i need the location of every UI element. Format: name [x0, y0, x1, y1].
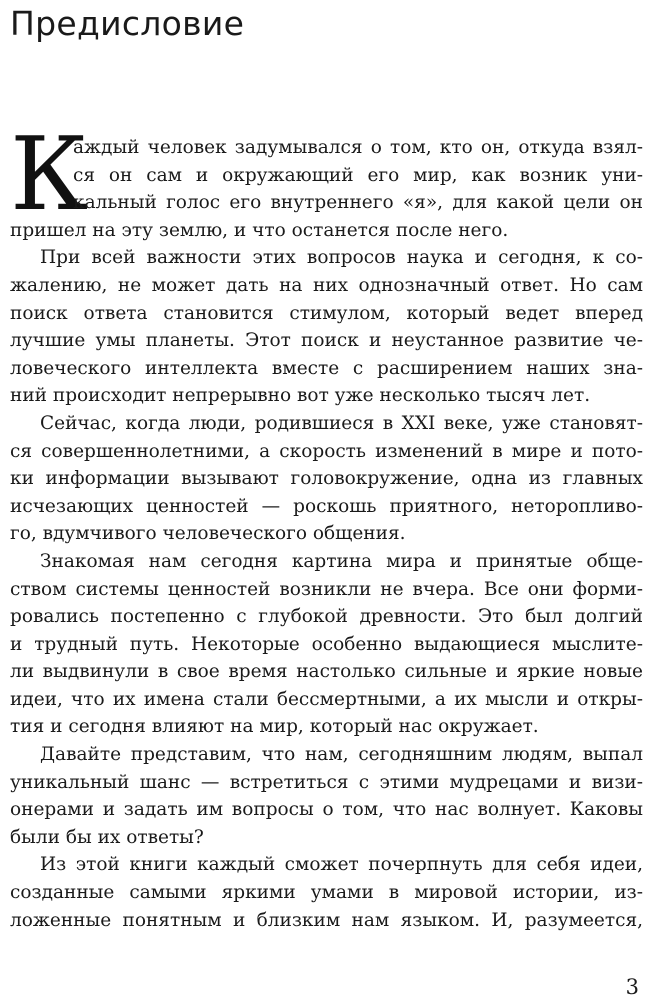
text-line: ством системы ценностей возникли не вчера. Все они форми-	[10, 578, 643, 600]
text-line: идеи, что их имена стали бессмертными, а их мысли и откры-	[10, 688, 643, 710]
body-text	[10, 134, 643, 934]
text-line: При всей важности этих вопросов наука и сегодня, к со-	[40, 247, 643, 269]
text-line: онерами и задать им вопросы о том, что нас волнует. Каковы	[10, 799, 643, 821]
text-line: поиск ответа становится стимулом, который ведет вперед	[10, 302, 643, 324]
text-line: пришел на эту землю, и что останется после него.	[10, 219, 509, 241]
text-line: уникальный шанс — встретиться с этими мудрецами и визи-	[10, 771, 643, 793]
text-line: го, вдумчивого человеческого общения.	[10, 523, 406, 545]
text-line: тия и сегодня влияют на мир, который нас окружает.	[10, 716, 539, 738]
text-line: ровались постепенно с глубокой древности. Это был долгий	[10, 606, 643, 628]
text-line: созданные самыми яркими умами в мировой истории, из-	[10, 882, 643, 904]
text-line: ли выдвинули в свое время настолько сильные и яркие новые	[10, 661, 643, 683]
text-line: ся он сам и окружающий его мир, как возник уни-	[73, 164, 643, 186]
text-line: Сейчас, когда люди, родившиеся в XXI веке, уже становят-	[40, 412, 643, 434]
text-line: Из этой книги каждый сможет почерпнуть для себя идеи,	[40, 854, 643, 876]
text-line: и трудный путь. Некоторые особенно выдающиеся мыслите-	[10, 633, 643, 655]
text-line: лучшие умы планеты. Этот поиск и неустанное развитие че-	[10, 330, 643, 352]
text-line: Знакомая нам сегодня картина мира и принятые обще-	[40, 550, 643, 572]
drop-cap-letter: К	[10, 115, 89, 233]
text-line: были бы их ответы?	[10, 826, 204, 848]
text-line: Давайте представим, что нам, сегодняшним людям, выпал	[40, 744, 643, 766]
page-number: 3	[625, 975, 639, 999]
text-line: ний происходит непрерывно вот уже несколько тысяч лет.	[10, 385, 591, 407]
text-line: кальный голос его внутреннего «я», для какой цели он	[73, 192, 643, 214]
text-line: аждый человек задумывался о том, кто он, откуда взял-	[73, 137, 643, 158]
text-line: ложенные понятным и близким нам языком. И, разумеется,	[10, 909, 643, 931]
text-line: исчезающих ценностей — роскошь приятного, неторопливо-	[10, 495, 643, 517]
text-line: ся совершеннолетними, а скорость изменений в мире и пото-	[10, 440, 643, 462]
chapter-title: Предисловие	[10, 4, 245, 43]
text-line: жалению, не может дать на них однозначный ответ. Но сам	[10, 274, 643, 296]
text-line: ловеческого интеллекта вместе с расширением наших зна-	[10, 357, 643, 379]
text-line: ки информации вызывают головокружение, одна из главных	[10, 468, 643, 490]
